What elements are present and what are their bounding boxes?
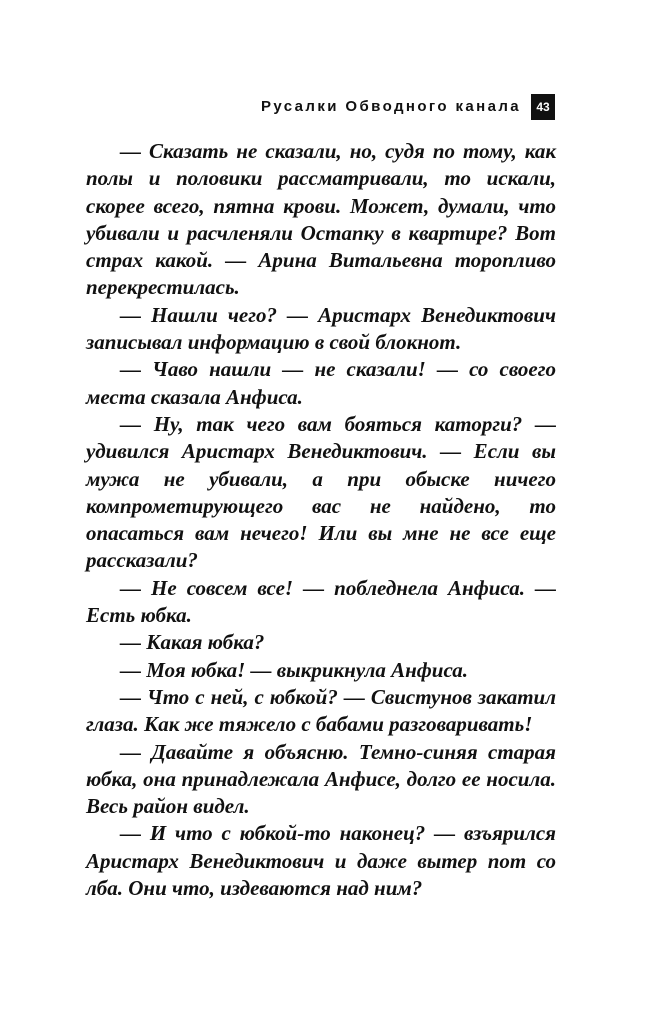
- paragraph: — Чаво нашли — не сказали! — со своего места сказала Анфиса.: [86, 357, 556, 409]
- paragraph: — Моя юбка! — выкрикнула Анфиса.: [120, 657, 469, 682]
- paragraph: — Нашли чего? — Аристарх Венедиктович записывал информацию в свой блокнот.: [86, 302, 556, 355]
- running-head: [261, 94, 555, 120]
- paragraph: — Что с ней, с юбкой? — Свистунов закатил глаза. Как же тяжело с бабами разговаривать!: [86, 684, 556, 737]
- paragraph: — Какая юбка?: [120, 630, 265, 655]
- paragraph: — Сказать не сказали, но, судя по тому, как полы и половики рассматривали, то искали, скорее всего, пятна крови. Может, думали, что убивали и расчленяли Остапку в квартире? Вот страх какой. — Арина Витальевна торопливо перекрестилась.: [86, 139, 556, 300]
- page-number: 43: [531, 94, 555, 120]
- paragraph: — И что с юбкой-то наконец? — взъярился Аристарх Венедиктович и даже вытер пот со лба. Они что, издеваются над ним?: [86, 821, 556, 901]
- running-title: Русалки Обводного канала: [260, 98, 521, 115]
- paragraph: — Давайте я объясню. Темно-синяя старая юбка, она принадлежала Анфисе, долго ее носила. Весь район видел.: [86, 739, 556, 819]
- paragraph: — Ну, так чего вам бояться каторги? — удивился Аристарх Венедиктович. — Если вы мужа не убивали, а при обыске ничего компрометирующего вас не найдено, то опасаться вам нечего! Или вы мне не все еще рассказали?: [86, 411, 556, 573]
- body-text: [86, 138, 556, 902]
- paragraph: — Не совсем все! — побледнела Анфиса. — Есть юбка.: [86, 575, 556, 628]
